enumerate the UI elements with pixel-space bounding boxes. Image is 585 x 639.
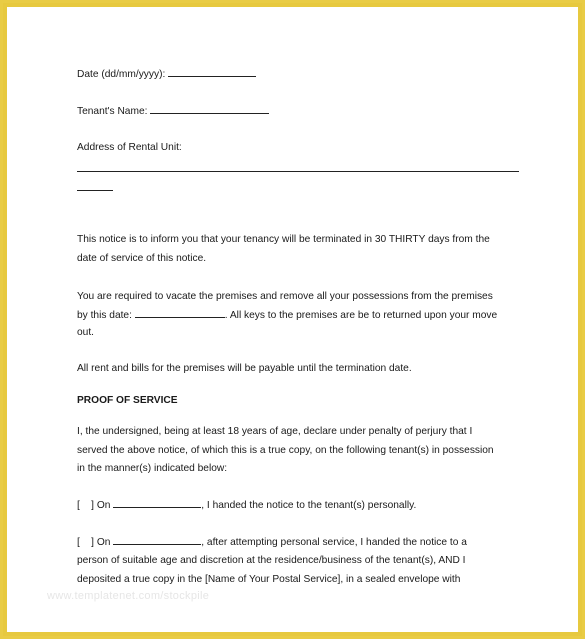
keys-text: . All keys to the premises are be to returned upon your move bbox=[224, 310, 498, 321]
service-option-personal bbox=[77, 496, 416, 515]
notice-p2-line2 bbox=[77, 306, 497, 325]
date-blank[interactable] bbox=[168, 65, 256, 77]
vacate-date-blank[interactable] bbox=[135, 306, 225, 318]
notice-p1-line1: This notice is to inform you that your tenancy will be terminated in 30 THIRTY days from the bbox=[77, 234, 490, 245]
personal-checkbox[interactable]: [ ] bbox=[77, 500, 94, 511]
date-field-row bbox=[77, 65, 256, 84]
substitute-line2: person of suitable age and discretion at the residence/business of the tenant(s), AND I bbox=[77, 555, 466, 566]
proof-p1-line3: in the manner(s) indicated below: bbox=[77, 463, 228, 474]
address-blank-line[interactable] bbox=[77, 171, 519, 172]
personal-text: , I handed the notice to the tenant(s) personally. bbox=[201, 500, 417, 511]
substitute-line3: deposited a true copy in the [Name of Your Postal Service], in a sealed envelope with bbox=[77, 574, 461, 585]
service-option-substitute bbox=[77, 533, 467, 552]
tenant-name-label: Tenant's Name: bbox=[77, 106, 148, 117]
notice-p1-line2: date of service of this notice. bbox=[77, 253, 207, 264]
address-blank-short[interactable] bbox=[77, 190, 113, 191]
substitute-text: , after attempting personal service, I handed the notice to a bbox=[201, 537, 467, 548]
watermark: www.templatenet.com/stockpile bbox=[47, 590, 210, 602]
vacate-date-label: by this date: bbox=[77, 310, 132, 321]
date-label: Date (dd/mm/yyyy): bbox=[77, 69, 166, 80]
notice-p2-line3: out. bbox=[77, 327, 94, 338]
proof-of-service-heading: PROOF OF SERVICE bbox=[77, 395, 178, 406]
notice-p2-line1: You are required to vacate the premises and remove all your possessions from the premises bbox=[77, 291, 493, 302]
tenant-name-row bbox=[77, 102, 269, 121]
personal-date-blank[interactable] bbox=[113, 496, 201, 508]
document-page bbox=[7, 7, 578, 632]
tenant-name-blank[interactable] bbox=[150, 102, 269, 114]
substitute-checkbox[interactable]: [ ] bbox=[77, 537, 94, 548]
substitute-on-label: On bbox=[96, 537, 111, 548]
notice-p3: All rent and bills for the premises will be payable until the termination date. bbox=[77, 363, 412, 374]
substitute-date-blank[interactable] bbox=[113, 533, 201, 545]
proof-p1-line2: served the above notice, of which this is a true copy, on the following tenant(s) in possession bbox=[77, 445, 494, 456]
proof-p1-line1: I, the undersigned, being at least 18 years of age, declare under penalty of perjury that I bbox=[77, 426, 473, 437]
personal-on-label: On bbox=[96, 500, 111, 511]
address-label: Address of Rental Unit: bbox=[77, 142, 182, 153]
